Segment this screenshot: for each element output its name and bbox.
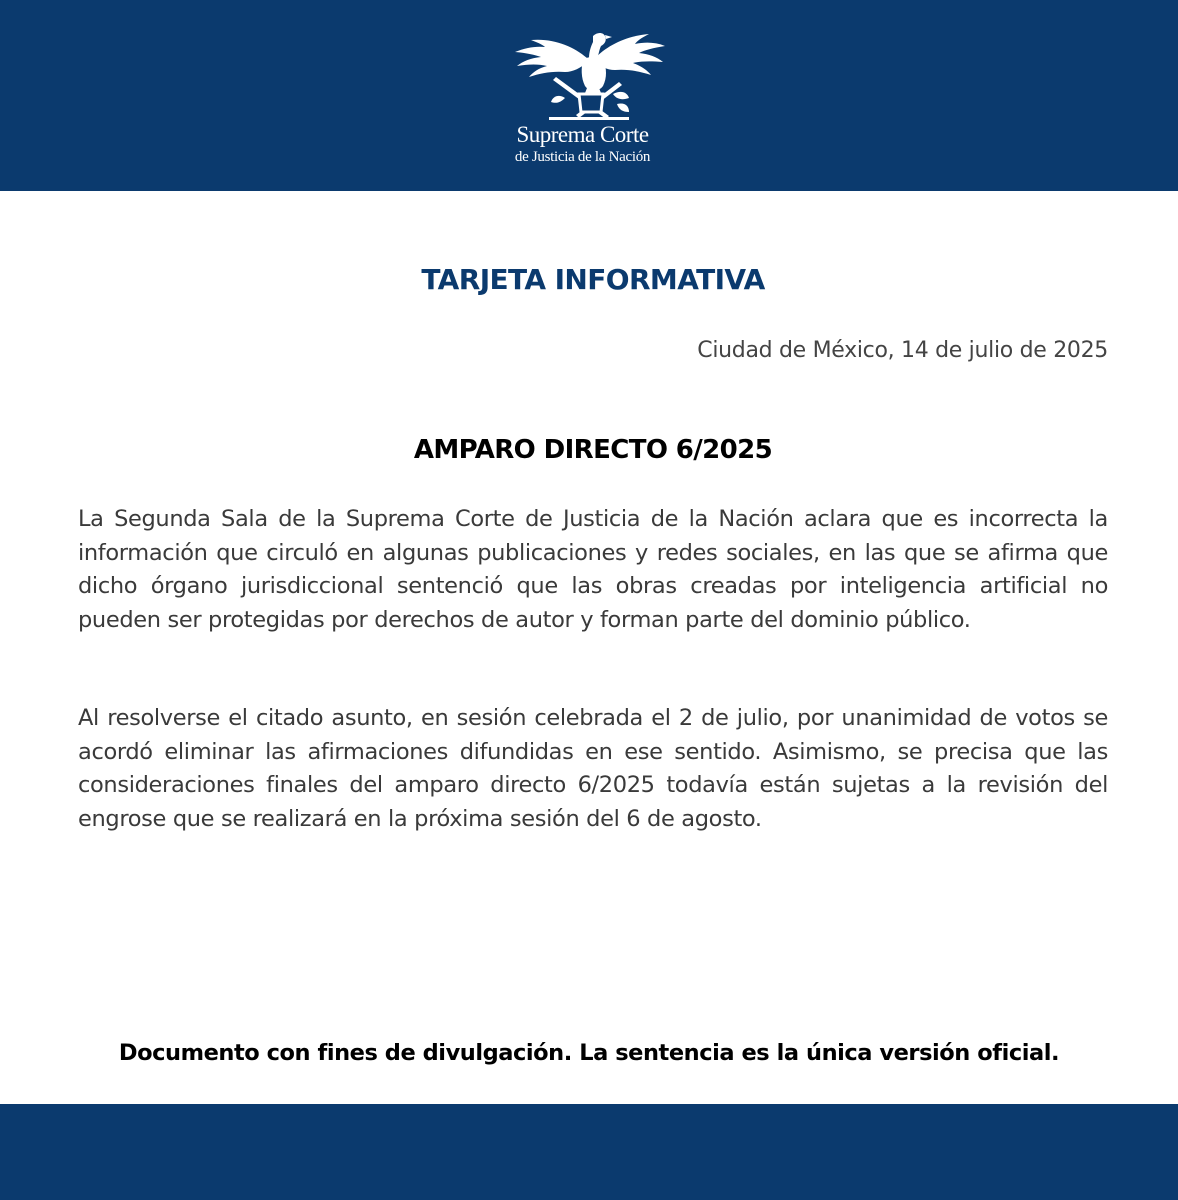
header-band: [0, 0, 1178, 191]
court-logo: [489, 28, 689, 173]
document-title: TARJETA INFORMATIVA: [421, 263, 765, 296]
case-title: AMPARO DIRECTO 6/2025: [413, 435, 773, 465]
eagle-emblem-icon: [509, 28, 669, 120]
logo-name: Suprema Corte: [516, 122, 649, 147]
disclaimer: Documento con fines de divulgación. La sentencia es la única versión oficial.: [118, 1040, 1060, 1066]
paragraph-resolution: Al resolverse el citado asunto, en sesión celebrada el 2 de julio, por unanimidad de votos se acordó eliminar las afirmaciones difundidas en ese sentido. Asimismo, se precisa que las consideraciones finales del amparo directo 6/2025 todavía están sujetas a la revisión del engrose que se realizará en la próxima sesión del 6 de agosto.: [78, 705, 1108, 832]
footer-band: [0, 1104, 1178, 1200]
place-date: Ciudad de México, 14 de julio de 2025: [697, 338, 1108, 363]
paragraph-clarification: La Segunda Sala de la Suprema Corte de Justicia de la Nación aclara que es incorrecta la información que circuló en algunas publicaciones y redes sociales, en las que se afirma que dicho órgano jurisdiccional sentenció que las obras creadas por inteligencia artificial no pueden ser protegidas por derechos de autor y forman parte del dominio público.: [78, 506, 1108, 633]
logo-subtitle: de Justicia de la Nación: [514, 149, 651, 165]
